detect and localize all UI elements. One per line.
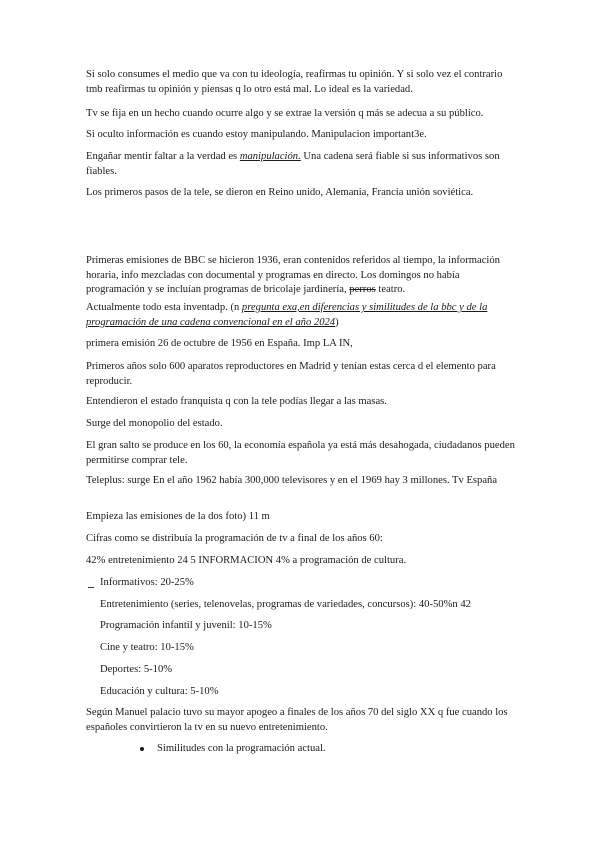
paragraph-teleplus: Teleplus: surge En el año 1962 había 300,000 televisores y en el 1969 hay 3 millones. Tv España bbox=[86, 475, 498, 486]
list-item-infantil: Programación infantil y juvenil: 10-15% bbox=[100, 620, 272, 631]
paragraph-primera-emision: primera emisión 26 de octubre de 1956 en España. Imp LA IN, bbox=[86, 338, 353, 349]
list-item-educacion: Educación y cultura: 5-10% bbox=[100, 686, 219, 697]
paragraph-gran-salto: El gran salto se produce en los 60, la economía española ya está más desahogada, ciudadanos pueden permitirse comprar tele. bbox=[86, 440, 515, 466]
paragraph-ideologia: Si solo consumes el medio que va con tu ideología, reafirmas tu opinión. Y si solo vez el contrario tmb reafirmas tu opinión y piensas q lo otro está mal. Lo ideal es la variedad. bbox=[86, 69, 503, 95]
bullet-icon bbox=[140, 747, 144, 751]
struck-word: perros bbox=[349, 284, 376, 296]
paragraph-estado-franquista: Entendieron el estado franquista q con la tele podías llegar a las masas. bbox=[86, 396, 387, 407]
paragraph-actualmente-end: ) bbox=[335, 316, 339, 328]
paragraph-tv-hecho: Tv se fija en un hecho cuando ocurre algo y se extrae la versión q más se adecua a su público. bbox=[86, 108, 484, 119]
paragraph-manuel-palacio: Según Manuel palacio tuvo su mayor apogeo a finales de los años 70 del siglo XX q fue cuando los españoles convirtieron la tv en su nuevo entretenimiento. bbox=[86, 707, 508, 733]
paragraph-monopolio: Surge del monopolio del estado. bbox=[86, 418, 223, 429]
list-item-entretenimiento: Entretenimiento (series, telenovelas, programas de variedades, concursos): 40-50%n 42 bbox=[100, 599, 471, 610]
paragraph-actualmente-text: Actualmente todo esta inventadp. (n bbox=[86, 302, 242, 313]
paragraph-aparatos: Primeros años solo 600 aparatos reproductores en Madrid y tenían estas cerca d el elemento para reproducir. bbox=[86, 361, 496, 387]
manipulacion-link[interactable]: manipulación. bbox=[239, 151, 301, 162]
paragraph-actualmente bbox=[86, 301, 518, 330]
pregunta-examen-link[interactable]: pregunta exa,en diferencias y similitudes de la bbc y de la programación de una cadena convencional en el año 2024 bbox=[86, 302, 488, 328]
paragraph-porcentajes: 42% entretenimiento 24 5 INFORMACION 4% a programación de cultura. bbox=[86, 555, 407, 566]
paragraph-emisiones-dos: Empieza las emisiones de la dos foto) 11 m bbox=[86, 511, 270, 522]
paragraph-cifras: Cifras como se distribuía la programación de tv a final de los años 60: bbox=[86, 533, 383, 544]
paragraph-primeros-pasos: Los primeros pasos de la tele, se dieron en Reino unido, Alemania, Francia unión soviética. bbox=[86, 187, 474, 198]
dash-marker bbox=[88, 587, 94, 588]
list-item-cine: Cine y teatro: 10-15% bbox=[100, 642, 194, 653]
paragraph-bbc-text: Primeras emisiones de BBC se hicieron 1936, eran contenidos referidos al tiempo, la información horaria, info mezcladas con documental y programas en directo. Los domingos no había programación y se incluían programas de bricolaje jardinería, bbox=[86, 255, 500, 296]
bullet-similitudes: Similitudes con la programación actual. bbox=[157, 743, 326, 754]
list-item-deportes: Deportes: 5-10% bbox=[100, 664, 173, 675]
paragraph-bbc bbox=[86, 254, 518, 298]
paragraph-enganar-end: Una cadena será fiable si sus informativos son fiables. bbox=[86, 151, 500, 177]
paragraph-enganar bbox=[86, 150, 518, 179]
paragraph-enganar-text: Engañar mentir faltar a la verdad es bbox=[86, 151, 240, 162]
paragraph-bbc-end: teatro. bbox=[375, 284, 406, 296]
paragraph-ocultar: Si oculto información es cuando estoy manipulando. Manipulacion important3e. bbox=[86, 129, 427, 140]
list-item-informativos: Informativos: 20-25% bbox=[100, 577, 194, 588]
